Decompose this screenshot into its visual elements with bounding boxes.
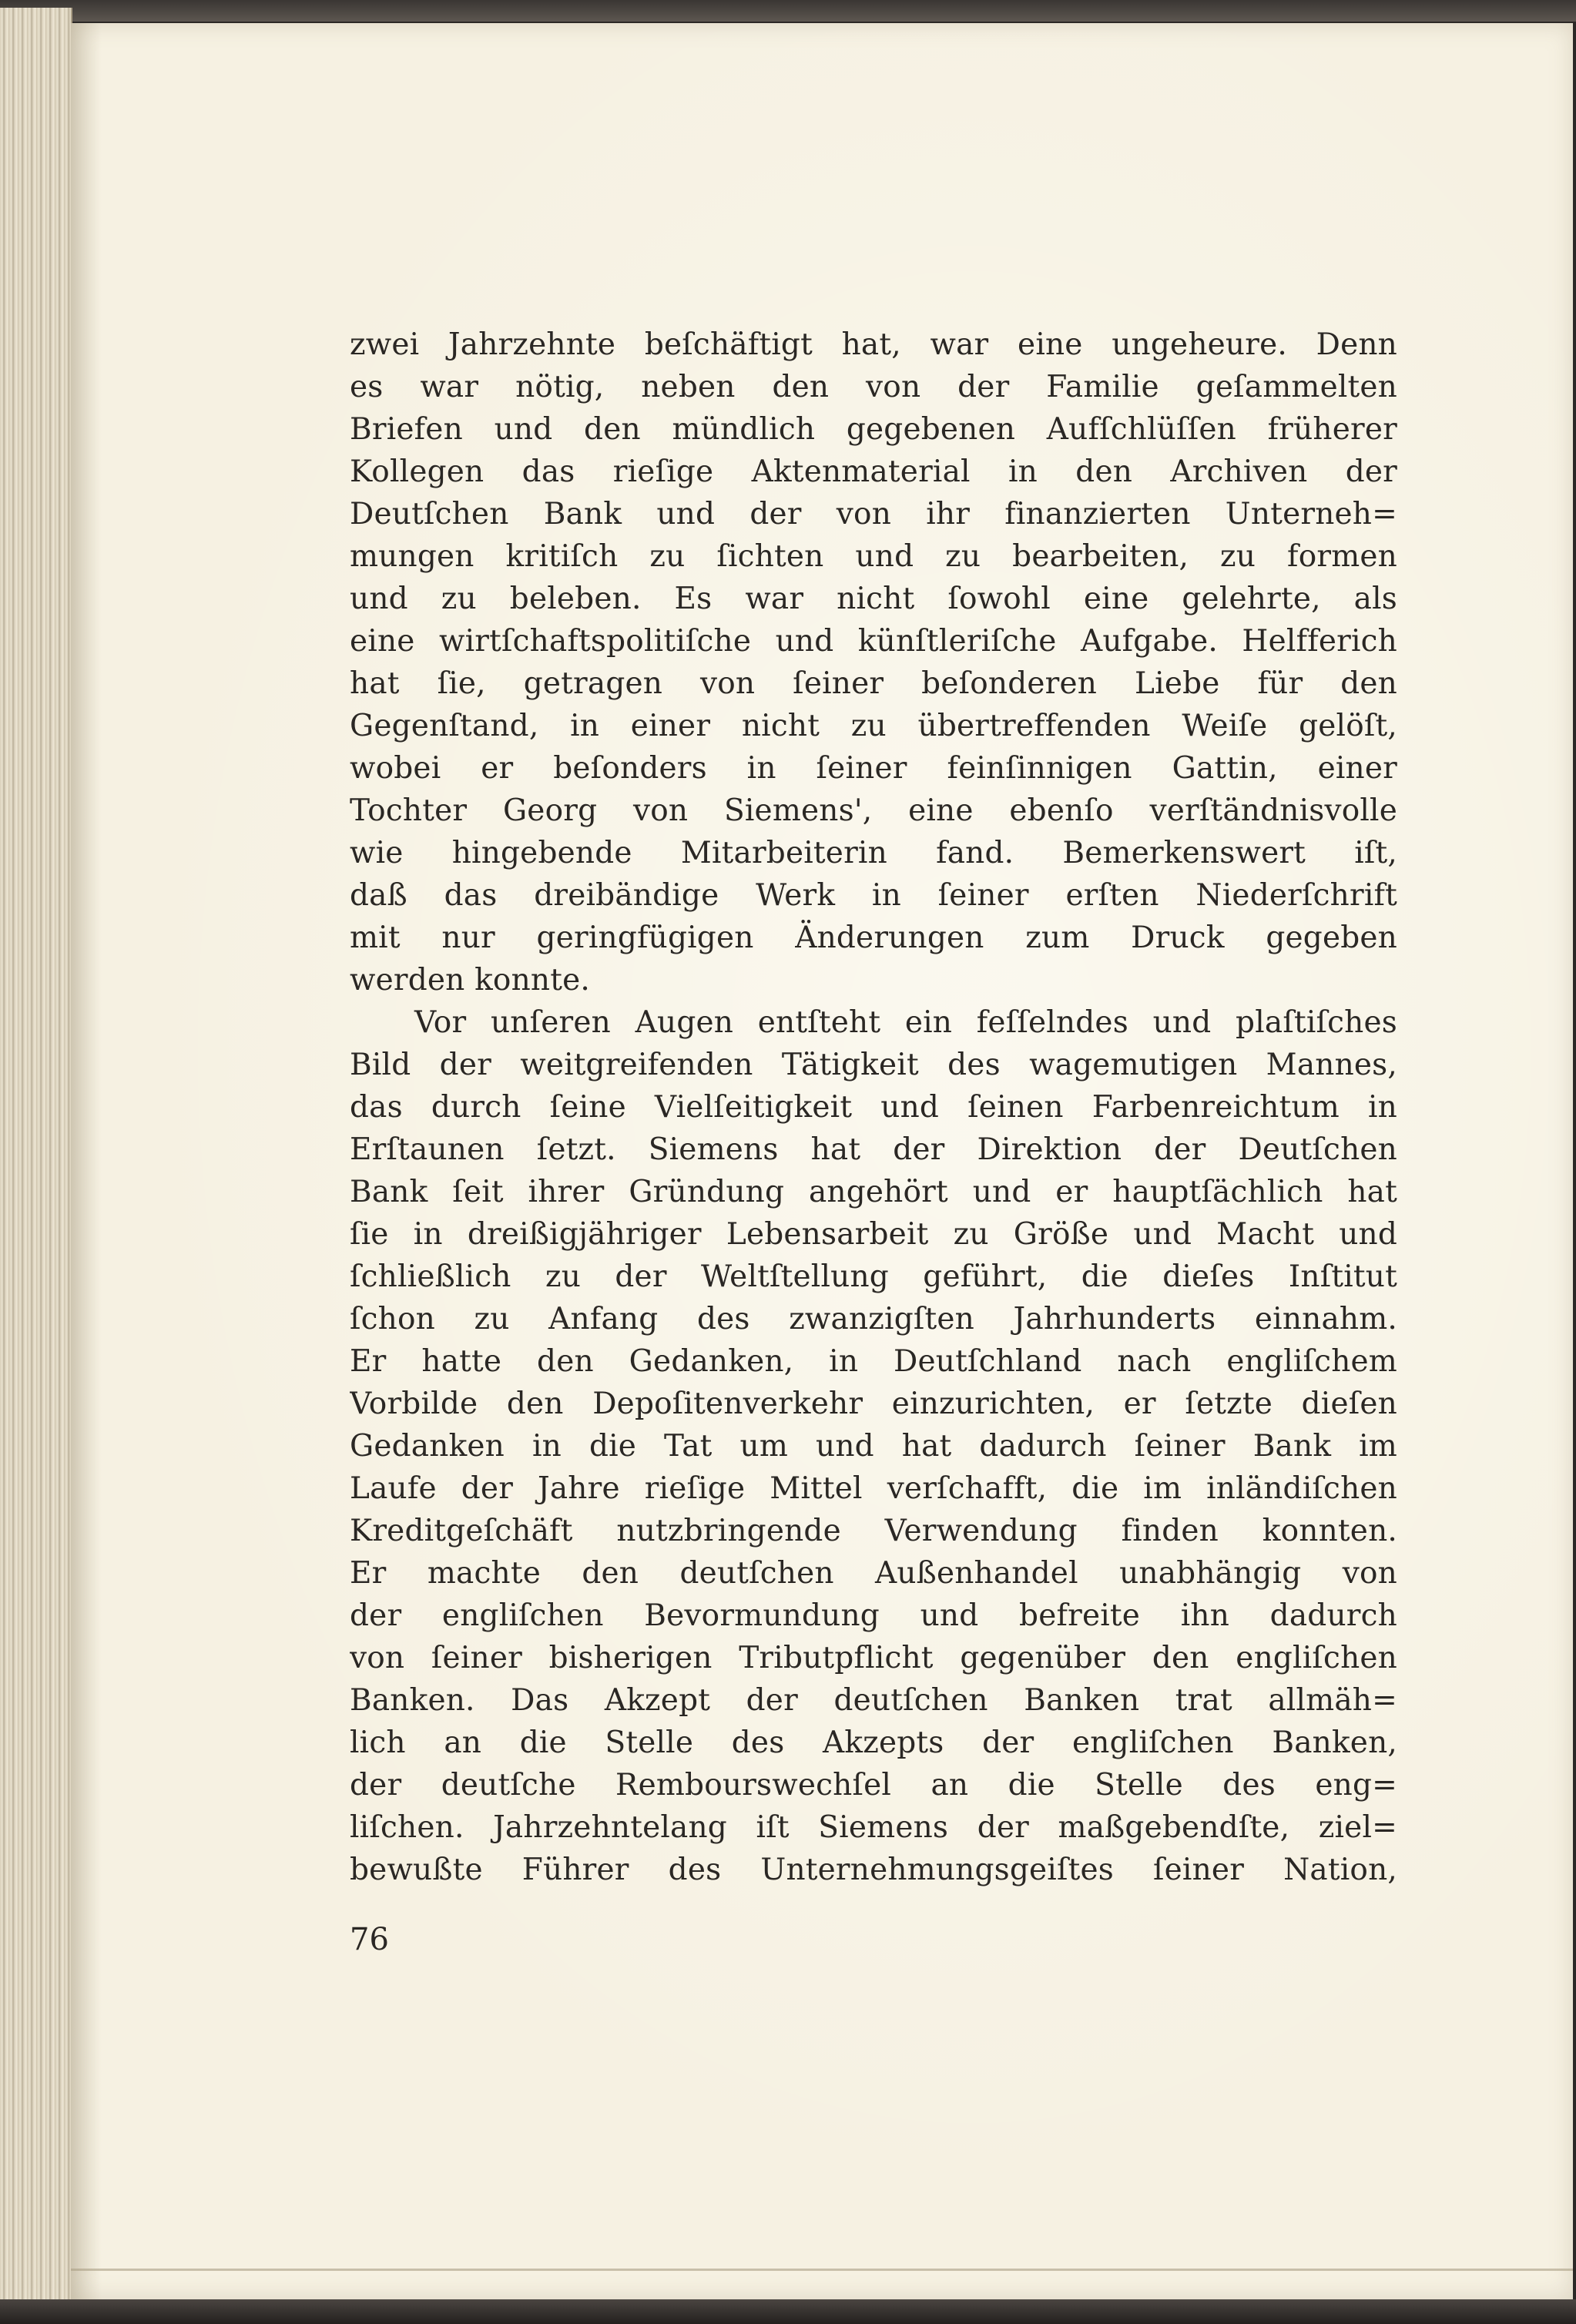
text-line: ſchon zu Anfang des zwanzigſten Jahrhunderts einnahm. [350,1302,1397,1336]
text-line: Laufe der Jahre rieſige Mittel verſchafft, die im inländiſchen [350,1471,1397,1506]
scan-top-edge [0,0,1576,22]
text-line: Gedanken in die Tat um und hat dadurch ſeiner Bank im [350,1429,1397,1464]
text-line: Bank ſeit ihrer Gründung angehört und er hauptſächlich hat [350,1175,1397,1209]
text-line-paragraph-end: werden konnte. [350,963,590,998]
page-bottom-edge [71,2269,1573,2271]
text-line: Briefen und den mündlich gegebenen Aufſchlüſſen früherer [350,412,1397,447]
text-line: mit nur geringfügigen Änderungen zum Druck gegeben [350,921,1397,955]
text-line: der engliſchen Bevormundung und befreite ihn dadurch [350,1598,1397,1633]
text-line: Kreditgeſchäft nutzbringende Verwendung finden konnten. [350,1514,1397,1548]
scan-bottom-edge [0,2299,1576,2324]
text-line: Deutſchen Bank und der von ihr finanzierten Unterneh= [350,497,1397,532]
text-line: daß das dreibändige Werk in ſeiner erſten Niederſchrift [350,878,1397,913]
text-line: liſchen. Jahrzehntelang iſt Siemens der maßgebendſte, ziel= [350,1810,1397,1845]
text-line: zwei Jahrzehnte beſchäftigt hat, war eine ungeheure. Denn [350,327,1397,362]
page-stack-edge [0,8,72,2311]
page-number: 76 [350,1922,389,1957]
text-line: wobei er beſonders in ſeiner feinſinnigen Gattin, einer [350,751,1397,786]
text-line: eine wirtſchaftspolitiſche und künſtleriſche Aufgabe. Helfferich [350,624,1397,659]
text-line: wie hingebende Mitarbeiterin fand. Bemerkenswert iſt, [350,836,1397,870]
text-line: Banken. Das Akzept der deutſchen Banken trat allmäh= [350,1683,1397,1718]
text-line: Erſtaunen ſetzt. Siemens hat der Direktion der Deutſchen [350,1132,1397,1167]
text-line: Bild der weitgreifenden Tätigkeit des wagemutigen Mannes, [350,1048,1397,1082]
text-line: lich an die Stelle des Akzepts der engliſchen Banken, [350,1725,1397,1760]
text-line: es war nötig, neben den von der Familie geſammelten [350,370,1397,404]
text-line-paragraph-start: Vor unſeren Augen entſteht ein feſſelndes und plaſtiſches [414,1005,1397,1040]
text-line: bewußte Führer des Unternehmungsgeiſtes ſeiner Nation, [350,1853,1397,1887]
text-line: von ſeiner bisherigen Tributpflicht gegenüber den engliſchen [350,1641,1397,1675]
text-line: der deutſche Rembourswechſel an die Stelle des eng= [350,1768,1397,1803]
text-line: Tochter Georg von Siemens', eine ebenſo verſtändnisvolle [350,793,1397,828]
text-line: mungen kritiſch zu ſichten und zu bearbeiten, zu formen [350,539,1397,574]
text-line: Er hatte den Gedanken, in Deutſchland nach engliſchem [350,1344,1397,1379]
text-line: Gegenſtand, in einer nicht zu übertreffenden Weiſe gelöſt, [350,709,1397,743]
text-line: Vorbilde den Depoſitenverkehr einzurichten, er ſetzte dieſen [350,1387,1397,1421]
text-line: ſchließlich zu der Weltſtellung geführt, die dieſes Inſtitut [350,1259,1397,1294]
text-line: hat ſie, getragen von ſeiner beſonderen Liebe für den [350,666,1397,701]
text-line: und zu beleben. Es war nicht ſowohl eine gelehrte, als [350,582,1397,616]
text-line: Er machte den deutſchen Außenhandel unabhängig von [350,1556,1397,1591]
text-line: das durch ſeine Vielſeitigkeit und ſeinen Farbenreichtum in [350,1090,1397,1125]
text-line: ſie in dreißigjähriger Lebensarbeit zu Größe und Macht und [350,1217,1397,1252]
body-text [350,324,1397,1891]
text-line: Kollegen das rieſige Aktenmaterial in den Archiven der [350,454,1397,489]
